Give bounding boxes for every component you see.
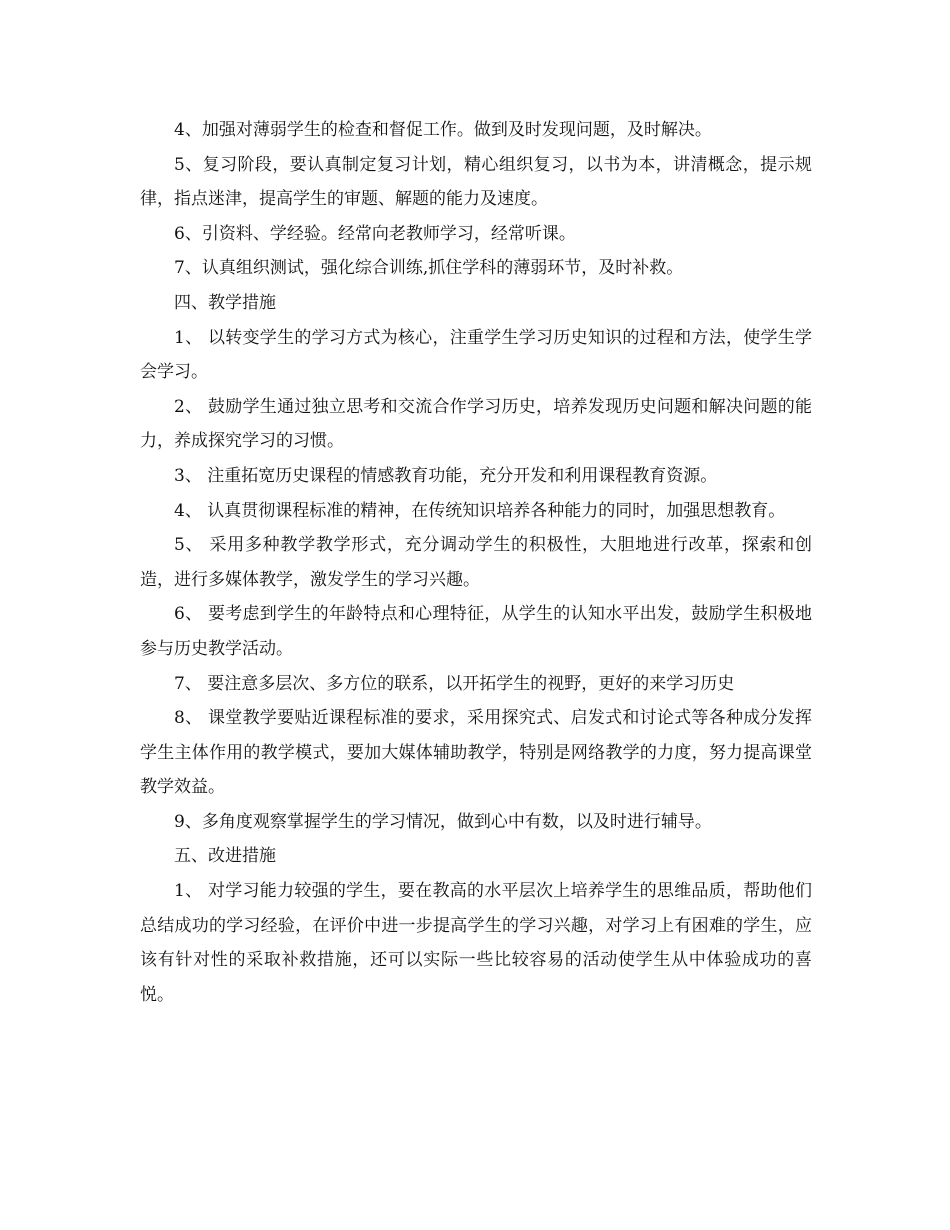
section-heading-teaching-measures: 四、教学措施 [174,292,276,313]
paragraph-measure-6: 6、 要考虑到学生的年龄特点和心理特征，从学生的认知水平出发，鼓励学生积极地参与历史教学活动。 [140,604,812,659]
paragraph-item-5-review-stage: 5、复习阶段，要认真制定复习计划，精心组织复习，以书为本，讲清概念，提示规律，指点迷津，提高学生的审题、解题的能力及速度。 [140,154,812,210]
paragraph-measure-4: 4、 认真贯彻课程标准的精神，在传统知识培养各种能力的同时，加强思想教育。 [174,500,786,521]
paragraph-measure-2: 2、 鼓励学生通过独立思考和交流合作学习历史，培养发现历史问题和解决问题的能力，养成探究学习的习惯。 [140,396,812,452]
document-body [140,113,812,1012]
paragraph-measure-3: 3、 注重拓宽历史课程的情感教育功能，充分开发和利用课程教育资源。 [174,465,718,486]
paragraph-measure-9: 9、多角度观察掌握学生的学习情况，做到心中有数，以及时进行辅导。 [174,811,712,832]
paragraph-measure-5: 5、 采用多种教学教学形式，充分调动学生的积极性，大胆地进行改革，探索和创造，进行多媒体教学，激发学生的学习兴趣。 [140,535,812,590]
paragraph-item-6-learn-experience: 6、引资料、学经验。经常向老教师学习，经常听课。 [174,223,576,244]
paragraph-measure-8: 8、 课堂教学要贴近课程标准的要求，采用探究式、启发式和讨论式等各种成分发挥学生主体作用的教学模式，要加大媒体辅助教学，特别是网络教学的力度，努力提高课堂教学效益。 [140,708,812,798]
paragraph-item-4-weak-students: 4、加强对薄弱学生的检查和督促工作。做到及时发现问题，及时解决。 [174,120,712,140]
paragraph-improvement-1: 1、 对学习能力较强的学生，要在教高的水平层次上培养学生的思维品质，帮助他们总结成功的学习经验，在评价中进一步提高学生的学习兴趣，对学习上有困难的学生，应该有针对性的采取补救措施，还可以实际一些比较容易的活动使学生从中体验成功的喜悦。 [140,881,812,1005]
paragraph-item-7-testing: 7、认真组织测试，强化综合训练,抓住学科的薄弱环节，及时补救。 [174,258,684,279]
section-heading-improvement-measures: 五、改进措施 [174,846,276,867]
paragraph-measure-7: 7、 要注意多层次、多方位的联系，以开拓学生的视野，更好的来学习历史 [174,673,735,694]
paragraph-measure-1: 1、 以转变学生的学习方式为核心，注重学生学习历史知识的过程和方法，使学生学会学习。 [140,327,812,383]
